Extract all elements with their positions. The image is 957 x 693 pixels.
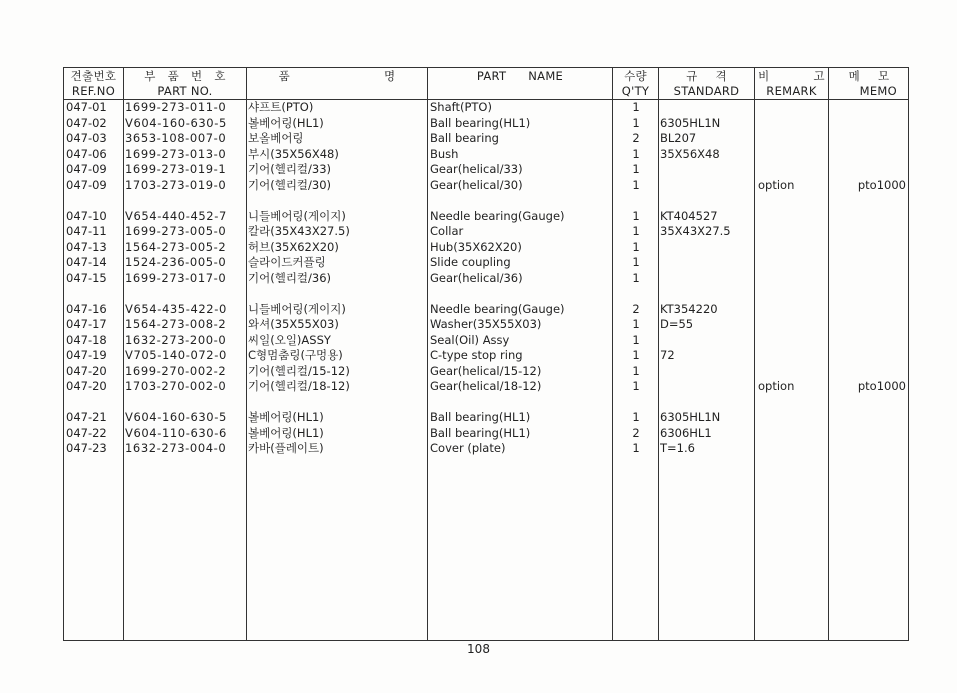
korean-name-cell: 기어(헬리컬/36) bbox=[248, 270, 332, 285]
header-remark-en: REMARK bbox=[766, 84, 817, 98]
table-row bbox=[64, 240, 908, 256]
header-standard-ko: 규 격 bbox=[686, 69, 727, 83]
header-remark bbox=[755, 69, 828, 99]
part-name-cell: Collar bbox=[430, 224, 464, 238]
standard-cell: D=55 bbox=[660, 317, 694, 331]
table-row bbox=[64, 348, 908, 364]
header-memo-ko: 메 모 bbox=[848, 69, 890, 83]
header-qty bbox=[613, 69, 658, 99]
part-no-cell: 1632-273-004-0 bbox=[125, 441, 227, 455]
header-part-name-label: PART NAME bbox=[476, 69, 564, 83]
part-name-cell: Gear(helical/36) bbox=[430, 270, 523, 285]
ref-cell: 047-03 bbox=[66, 131, 107, 145]
table-row bbox=[64, 178, 908, 194]
korean-name-cell: 볼베어링(HL1) bbox=[248, 425, 324, 440]
memo-cell: pto1000 bbox=[857, 177, 906, 192]
header-part-name bbox=[428, 69, 612, 99]
ref-cell: 047-21 bbox=[66, 410, 107, 424]
table-row bbox=[64, 147, 908, 163]
korean-name-cell: 기어(헬리컬/15-12) bbox=[248, 363, 350, 378]
ref-cell: 047-02 bbox=[66, 115, 107, 130]
korean-name-cell: 허브(35X62X20) bbox=[248, 239, 339, 254]
ref-cell: 047-06 bbox=[66, 146, 107, 161]
part-name-cell: Needle bearing(Gauge) bbox=[430, 208, 565, 223]
standard-cell: 72 bbox=[660, 348, 675, 362]
qty-cell: 1 bbox=[632, 363, 640, 378]
table-row bbox=[64, 333, 908, 349]
ref-cell: 047-23 bbox=[66, 441, 107, 455]
header-memo bbox=[829, 69, 909, 99]
qty-cell: 1 bbox=[632, 379, 640, 393]
standard-cell: T=1.6 bbox=[660, 441, 695, 455]
standard-cell: BL207 bbox=[660, 131, 697, 145]
table-row bbox=[64, 131, 908, 147]
korean-name-cell: 기어(헬리컬/30) bbox=[248, 177, 332, 192]
part-name-cell: Bush bbox=[430, 146, 459, 161]
qty-cell: 1 bbox=[632, 239, 640, 254]
part-name-cell: Cover (plate) bbox=[430, 441, 506, 455]
ref-cell: 047-09 bbox=[66, 162, 107, 176]
qty-cell: 1 bbox=[632, 146, 640, 161]
part-no-cell: 3653-108-007-0 bbox=[125, 131, 227, 145]
part-no-cell: V705-140-072-0 bbox=[125, 348, 227, 362]
table-row bbox=[64, 364, 908, 380]
part-name-cell: Slide coupling bbox=[430, 255, 511, 269]
part-name-cell: Gear(helical/33) bbox=[430, 162, 523, 176]
korean-name-cell: 니들베어링(게이지) bbox=[248, 301, 346, 316]
standard-cell: KT404527 bbox=[660, 208, 718, 223]
qty-cell: 1 bbox=[632, 100, 640, 114]
qty-cell: 1 bbox=[632, 162, 640, 176]
part-no-cell: V654-435-422-0 bbox=[125, 301, 227, 316]
page-number: 108 bbox=[467, 642, 490, 656]
qty-cell: 1 bbox=[632, 441, 640, 455]
korean-name-cell: 볼베어링(HL1) bbox=[248, 410, 324, 424]
ref-cell: 047-11 bbox=[66, 224, 107, 238]
qty-cell: 1 bbox=[632, 177, 640, 192]
korean-name-cell: 슬라이드커플링 bbox=[248, 255, 326, 269]
part-no-cell: 1703-273-019-0 bbox=[125, 177, 227, 192]
part-no-cell: V604-160-630-5 bbox=[125, 115, 227, 130]
qty-cell: 1 bbox=[632, 348, 640, 362]
header-ref bbox=[64, 69, 123, 99]
ref-cell: 047-15 bbox=[66, 270, 107, 285]
korean-name-cell: 샤프트(PTO) bbox=[248, 100, 314, 114]
korean-name-cell: C형멈춤링(구멍용) bbox=[248, 348, 343, 362]
part-name-cell: Ball bearing(HL1) bbox=[430, 425, 531, 440]
part-no-cell: 1699-273-013-0 bbox=[125, 146, 227, 161]
part-name-cell: Ball bearing(HL1) bbox=[430, 410, 531, 424]
korean-name-cell: 니들베어링(게이지) bbox=[248, 208, 346, 223]
header-qty-ko: 수량 bbox=[624, 69, 647, 83]
korean-name-cell: 보올베어링 bbox=[248, 131, 304, 145]
korean-name-cell: 기어(헬리컬/33) bbox=[248, 162, 332, 176]
part-no-cell: 1564-273-005-2 bbox=[125, 239, 227, 254]
table-row bbox=[64, 379, 908, 395]
part-no-cell: 1699-273-011-0 bbox=[125, 100, 227, 114]
qty-cell: 1 bbox=[632, 332, 640, 347]
qty-cell: 1 bbox=[632, 208, 640, 223]
header-qty-en: Q'TY bbox=[621, 84, 650, 98]
table-row bbox=[64, 162, 908, 178]
ref-cell: 047-14 bbox=[66, 255, 107, 269]
part-name-cell: Hub(35X62X20) bbox=[430, 239, 522, 254]
part-name-cell: Gear(helical/18-12) bbox=[430, 379, 542, 393]
qty-cell: 1 bbox=[632, 317, 640, 331]
part-no-cell: V604-160-630-5 bbox=[125, 410, 227, 424]
part-no-cell: V654-440-452-7 bbox=[125, 208, 227, 223]
parts-table bbox=[63, 67, 909, 641]
standard-cell: 35X43X27.5 bbox=[660, 224, 731, 238]
table-row bbox=[64, 302, 908, 318]
qty-cell: 1 bbox=[632, 115, 640, 130]
ref-cell: 047-18 bbox=[66, 332, 107, 347]
part-name-cell: Shaft(PTO) bbox=[430, 100, 492, 114]
table-row bbox=[64, 271, 908, 287]
qty-cell: 1 bbox=[632, 224, 640, 238]
ref-cell: 047-17 bbox=[66, 317, 107, 331]
korean-name-cell: 칼라(35X43X27.5) bbox=[248, 224, 350, 238]
ref-cell: 047-16 bbox=[66, 301, 107, 316]
standard-cell: 6305HL1N bbox=[660, 115, 721, 130]
part-no-cell: 1703-270-002-0 bbox=[125, 379, 227, 393]
part-no-cell: 1632-273-200-0 bbox=[125, 332, 227, 347]
part-name-cell: Gear(helical/15-12) bbox=[430, 363, 542, 378]
remark-cell: option bbox=[758, 379, 795, 393]
table-row bbox=[64, 116, 908, 132]
table-body bbox=[64, 100, 908, 457]
header-part-no-en: PART NO. bbox=[157, 84, 213, 98]
part-no-cell: 1699-270-002-2 bbox=[125, 363, 227, 378]
ref-cell: 047-10 bbox=[66, 208, 107, 223]
ref-cell: 047-09 bbox=[66, 177, 107, 192]
part-no-cell: 1699-273-019-1 bbox=[125, 162, 227, 176]
ref-cell: 047-19 bbox=[66, 348, 107, 362]
standard-cell: 35X56X48 bbox=[660, 146, 720, 161]
table-row bbox=[64, 410, 908, 426]
qty-cell: 2 bbox=[632, 425, 640, 440]
ref-cell: 047-01 bbox=[66, 100, 107, 114]
qty-cell: 1 bbox=[632, 410, 640, 424]
part-name-cell: Needle bearing(Gauge) bbox=[430, 301, 565, 316]
header-memo-en: MEMO bbox=[859, 84, 897, 98]
ref-cell: 047-13 bbox=[66, 239, 107, 254]
part-name-cell: C-type stop ring bbox=[430, 348, 523, 362]
table-row bbox=[64, 100, 908, 116]
part-name-cell: Seal(Oil) Assy bbox=[430, 332, 510, 347]
standard-cell: 6306HL1 bbox=[660, 425, 712, 440]
korean-name-cell: 기어(헬리컬/18-12) bbox=[248, 379, 350, 393]
memo-cell: pto1000 bbox=[857, 379, 906, 393]
part-no-cell: 1699-273-017-0 bbox=[125, 270, 227, 285]
standard-cell: KT354220 bbox=[660, 301, 718, 316]
header-name-ko bbox=[247, 69, 427, 99]
part-name-cell: Washer(35X55X03) bbox=[430, 317, 542, 331]
part-no-cell: 1564-273-008-2 bbox=[125, 317, 227, 331]
table-row bbox=[64, 224, 908, 240]
korean-name-cell: 볼베어링(HL1) bbox=[248, 115, 324, 130]
header-ref-en: REF.NO bbox=[71, 84, 116, 98]
header-standard bbox=[659, 69, 754, 99]
korean-name-cell: 씨일(오일)ASSY bbox=[248, 332, 331, 347]
table-row bbox=[64, 317, 908, 333]
ref-cell: 047-22 bbox=[66, 425, 107, 440]
part-name-cell: Ball bearing(HL1) bbox=[430, 115, 531, 130]
remark-cell: option bbox=[758, 177, 795, 192]
table-row bbox=[64, 255, 908, 271]
qty-cell: 1 bbox=[632, 270, 640, 285]
part-no-cell: V604-110-630-6 bbox=[125, 425, 227, 440]
korean-name-cell: 카바(플레이트) bbox=[248, 441, 324, 455]
header-part-no bbox=[124, 69, 246, 99]
part-name-cell: Gear(helical/30) bbox=[430, 177, 523, 192]
ref-cell: 047-20 bbox=[66, 363, 107, 378]
header-part-no-ko: 부 품 번 호 bbox=[144, 69, 226, 83]
part-no-cell: 1524-236-005-0 bbox=[125, 255, 227, 269]
qty-cell: 2 bbox=[632, 131, 640, 145]
qty-cell: 2 bbox=[632, 301, 640, 316]
korean-name-cell: 부시(35X56X48) bbox=[248, 146, 339, 161]
header-remark-ko: 비 고 bbox=[758, 69, 825, 83]
qty-cell: 1 bbox=[632, 255, 640, 269]
table-row bbox=[64, 209, 908, 225]
standard-cell: 6305HL1N bbox=[660, 410, 721, 424]
header-standard-en: STANDARD bbox=[673, 84, 740, 98]
ref-cell: 047-20 bbox=[66, 379, 107, 393]
part-name-cell: Ball bearing bbox=[430, 131, 499, 145]
part-no-cell: 1699-273-005-0 bbox=[125, 224, 227, 238]
table-row bbox=[64, 426, 908, 442]
korean-name-cell: 와셔(35X55X03) bbox=[248, 317, 339, 331]
table-row bbox=[64, 441, 908, 457]
header-ref-ko: 견출번호 bbox=[70, 69, 117, 83]
header-name-ko-label: 품 명 bbox=[278, 69, 396, 83]
